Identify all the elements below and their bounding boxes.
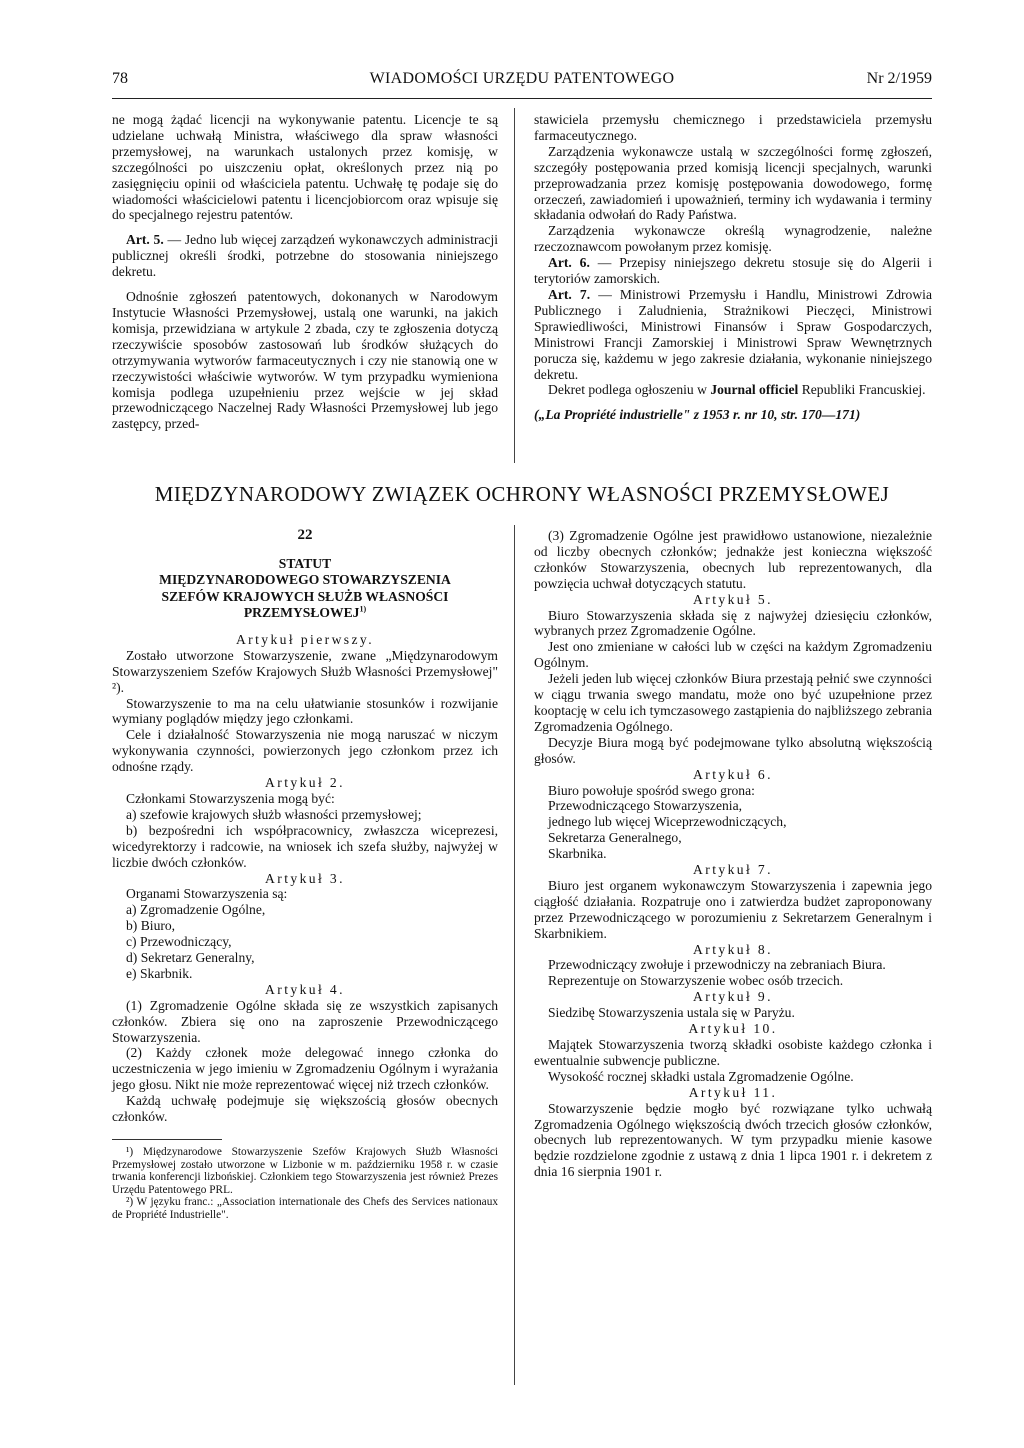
paragraph: Członkami Stowarzyszenia mogą być:: [126, 790, 335, 806]
paragraph: (1) Zgromadzenie Ogólne składa się ze wszystkich zapisanych członków. Zbiera się ono na zaproszenie Przewodniczącego Stowarzyszenia.: [112, 997, 498, 1045]
statute-title: PRZEMYSŁOWEJ$^{1)}$: [243, 604, 367, 621]
paragraph: Jeżeli jeden lub więcej członków Biura przestają pełnić swe czynności w ciągu trwania swego mandatu, może ono być uzupełnione przez kooptację w celu ich tymczasowego zastąpienia do najbliższego zebrania Zgromadzenia Ogólnego.: [534, 671, 932, 734]
column-divider-bottom: [514, 525, 515, 1385]
article-5: [112, 232, 498, 280]
article-heading: Artykuł 11.: [688, 1084, 778, 1100]
statute-title: STATUT: [278, 555, 332, 571]
list-item: a) Zgromadzenie Ogólne,: [126, 902, 266, 918]
paragraph: Jest ono zmieniane w całości lub w części na każdym Zgromadzeniu Ogólnym.: [534, 639, 932, 671]
paragraph: Cele i działalność Stowarzyszenia nie mogą naruszać w niczym wykonywania czynności, powierzonych jego członkom przez ich odnośne rządy.: [112, 727, 498, 775]
list-item: a) szefowie krajowych służb własności przemysłowej;: [126, 806, 422, 822]
list-item: Przewodniczącego Stowarzyszenia,: [548, 798, 743, 814]
paragraph: Biuro powołuje spośród swego grona:: [548, 782, 755, 798]
journal-title: WIADOMOŚCI URZĘDU PATENTOWEGO: [369, 70, 675, 87]
article-text: — Ministrowi Przemysłu i Handlu, Ministrowi Zdrowia Publicznego i Zaludnienia, Strażnikowi Pieczęci, Ministrowi Sprawiedliwości, Ministrowi Finansów i Spraw Gospodarczych, Ministrowi Francji Zamorskiej i Ministrowi Spraw Wewnętrznych porucza się, każdemu w jego zakresie działania, wykonanie niniejszego dekretu.: [534, 286, 932, 382]
paragraph: Każdą uchwałę podejmuje się większością głosów obecnych członków.: [112, 1093, 498, 1125]
bottom-right-column: [534, 528, 932, 1180]
document-number: 22: [297, 527, 313, 543]
bottom-left-column: [112, 528, 498, 1222]
top-right-column: [534, 112, 932, 423]
footnote-1: ¹) Międzynarodowe Stowarzyszenie Szefów Krajowych Służb Własności Przemysłowej zostało utworzone w Lizbonie w m. październiku 1958 r. w czasie trwania konferencji lizbońskiej. Członkiem tego Stowarzyszenia jest również Prezes Urzędu Patentowego PRL.: [112, 1146, 498, 1196]
list-item: Skarbnika.: [548, 846, 607, 862]
statute-title: SZEFÓW KRAJOWYCH SŁUŻB WŁASNOŚCI: [161, 588, 449, 604]
paragraph: Odnośnie zgłoszeń patentowych, dokonanych w Narodowym Instytucie Własności Przemysłowej, ustalą one warunki, na jakich komisja, przewidziana w artykule 2 zbada, czy te zgłoszenia dotyczą rzeczywiście sposobów zastosowań lub środków służących do otrzymywania wytworów farmaceutycznych i czy nie stanowią one w rzeczywistości właściwie wytworów. W tym przypadku wymieniona komisja podlega uzupełnieniu przez wejście w jej skład przewodniczącego Naczelnej Rady Własności Przemysłowej lub jego zastępcy, przed-: [112, 289, 498, 432]
article-7: [534, 287, 932, 382]
statute-title: MIĘDZYNARODOWEGO STOWARZYSZENIA: [159, 572, 451, 588]
article-label: Art. 5.: [126, 232, 164, 248]
section-title: MIĘDZYNARODOWY ZWIĄZEK OCHRONY WŁASNOŚCI PRZEMYSŁOWEJ: [154, 482, 890, 506]
list-item: d) Sekretarz Generalny,: [126, 950, 255, 966]
paragraph: (3) Zgromadzenie Ogólne jest prawidłowo ustanowione, niezależnie od liczby obecnych członków; jednakże jest konieczna większość członków Stowarzyszenia, obecnych lub reprezentowanych, dla powzięcia uchwał dotyczących statutu.: [534, 528, 932, 591]
article-heading: Artykuł 2.: [265, 775, 345, 791]
paragraph: Decyzje Biura mogą być podejmowane tylko absolutną większością głosów.: [534, 734, 932, 766]
journal-name: Journal officiel: [710, 382, 799, 398]
paragraph: Zarządzenia wykonawcze określą wynagrodzenie, należne rzeczoznawcom powołanym przez komisję.: [534, 223, 932, 255]
article-heading: Artykuł 10.: [688, 1021, 778, 1037]
article-heading: Artykuł 7.: [693, 862, 773, 878]
top-left-column: [112, 112, 498, 432]
article-text: — Jedno lub więcej zarządzeń wykonawczych administracji publicznej określi środki, potrzebne do stosowania niniejszego dekretu.: [112, 232, 499, 280]
article-6: [534, 255, 932, 287]
page-number: 78: [112, 70, 128, 87]
source-citation: („La Propriété industrielle" z 1953 r. nr 10, str. 170—171): [534, 407, 861, 423]
list-item: b) bezpośredni ich współpracownicy, zwłaszcza wiceprezesi, wicedyrektorzy i radcowie, na wniosek ich szefa służby, najwyżej w liczbie dwóch członków.: [112, 822, 498, 870]
issue-number: Nr 2/1959: [866, 70, 932, 87]
article-label: Art. 7.: [548, 286, 591, 302]
article-heading: Artykuł 6.: [693, 766, 773, 782]
paragraph: Przewodniczący zwołuje i przewodniczy na zebraniach Biura.: [548, 957, 886, 973]
article-heading: Artykuł 8.: [693, 941, 773, 957]
footnote-2: ²) W języku franc.: „Association internationale des Chefs des Services nationaux de Propriété Industrielle".: [112, 1196, 498, 1221]
paragraph: Wysokość rocznej składki ustala Zgromadzenie Ogólne.: [548, 1068, 854, 1084]
article-heading: Artykuł 5.: [693, 591, 773, 607]
paragraph: Biuro Stowarzyszenia składa się z najwyżej dziesięciu członków, wybranych przez Zgromadzenie Ogólne.: [534, 607, 932, 639]
paragraph: Stowarzyszenie będzie mogło być rozwiązane tylko uchwałą Zgromadzenia Ogólnego większością dwóch trzecich głosów członków, obecnych lub reprezentowanych. W tym przypadku mienie kasowe będzie rozdzielone zgodnie z ustawą z dnia 1 lipca 1901 r. i dekretem z dnia 16 sierpnia 1901 r.: [534, 1100, 932, 1180]
paragraph: ne mogą żądać licencji na wykonywanie patentu. Licencje te są udzielane uchwałą Ministra, właściwego dla spraw własności przemysłowej, na warunkach ustalonych przez komisję, w szczególności po uiszczeniu opłat, określonych przez nią po zasięgnięciu opinii od właściciela patentu. Uchwałę tę podaje się do wiadomości właścicielowi patentu i licencjobiorcom oraz wpisuje się do specjalnego rejestru patentów.: [112, 112, 498, 223]
list-item: jednego lub więcej Wiceprzewodniczących,: [548, 814, 787, 830]
paragraph: Dekret podlega ogłoszeniu w Journal officiel Republiki Francuskiej.: [548, 382, 926, 398]
article-heading: Artykuł 9.: [693, 989, 773, 1005]
paragraph: Zarządzenia wykonawcze ustalą w szczególności formę zgłoszeń, szczegóły postępowania przed komisją licencji specjalnych, warunki przeprowadzania przez komisję postępowania dowodowego, formę orzeczeń, zawiadomień i upoważnień, terminy ich wydawania i terminy składania odwołań do Rady Państwa.: [534, 143, 932, 223]
article-text: — Przepisy niniejszego dekretu stosuje się do Algerii i terytoriów zamorskich.: [534, 255, 932, 287]
paragraph: (2) Każdy członek może delegować innego członka do uczestniczenia w jego imieniu w Zgromadzeniu Ogólnym i wyrażania jego głosu. Nikt nie może reprezentować więcej niż trzech członków.: [112, 1045, 498, 1093]
paragraph: Stowarzyszenie to ma na celu ułatwianie stosunków i rozwijanie wymiany poglądów między jego członkami.: [112, 695, 498, 727]
header-rule: [112, 98, 932, 99]
paragraph: Reprezentuje on Stowarzyszenie wobec osób trzecich.: [548, 973, 844, 989]
paragraph: Biuro jest organem wykonawczym Stowarzyszenia i zapewnia jego ciągłość działania. Rozpatruje ono i zatwierdza budżet zaproponowany przez Przewodniczącego w porozumieniu z Sekretarzem Generalnym i Skarbnikiem.: [534, 877, 932, 941]
paragraph: Siedzibę Stowarzyszenia ustala się w Paryżu.: [548, 1005, 795, 1021]
running-header: [112, 70, 932, 92]
list-item: b) Biuro,: [126, 918, 176, 934]
list-item: e) Skarbnik.: [126, 965, 193, 981]
list-item: Sekretarza Generalnego,: [548, 830, 682, 846]
paragraph: stawiciela przemysłu chemicznego i przedstawiciela przemysłu farmaceutycznego.: [534, 112, 932, 143]
paragraph: Majątek Stowarzyszenia tworzą składki osobiste każdego członka i ewentualnie subwencje publiczne.: [534, 1037, 932, 1068]
paragraph: Organami Stowarzyszenia są:: [126, 886, 288, 902]
article-label: Art. 6.: [548, 255, 590, 271]
article-heading: Artykuł 3.: [265, 870, 345, 886]
footnote-ref: 1): [359, 604, 367, 614]
article-heading: Artykuł pierwszy.: [235, 631, 375, 647]
list-item: c) Przewodniczący,: [126, 934, 232, 950]
column-divider-top: [514, 108, 515, 463]
footnote-rule: [112, 1139, 222, 1140]
article-heading: Artykuł 4.: [265, 981, 345, 997]
paragraph: Zostało utworzone Stowarzyszenie, zwane „Międzynarodowym Stowarzyszeniem Szefów Krajowych Służb Własności Przemysłowej" ²).: [112, 647, 498, 695]
